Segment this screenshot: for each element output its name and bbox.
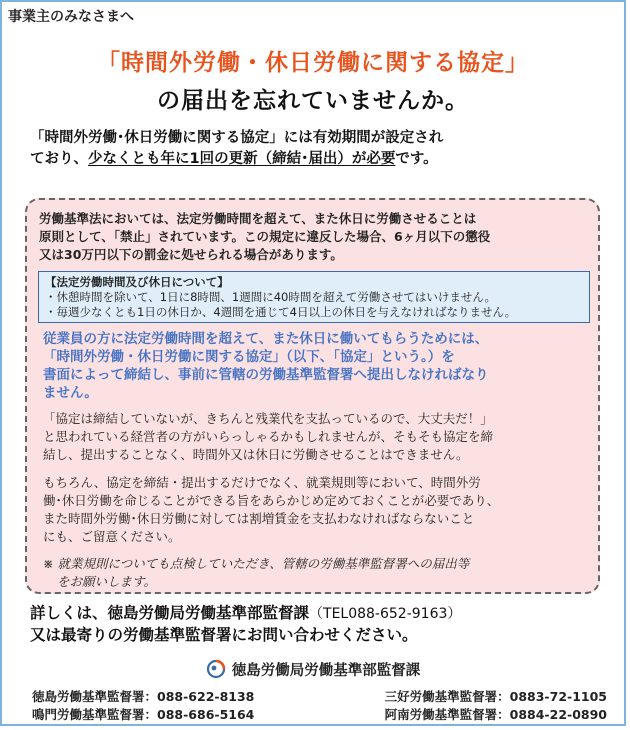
notice-line: にも、ご留意ください。 [43,529,181,544]
office-row [32,706,607,724]
notice-line: ません。 [43,385,98,401]
contact-line-2: 又は最寄りの労働基準監督署にお問い合わせください。 [30,626,418,644]
intro-line-2-start: ており、 [30,151,88,167]
office-phone: ：0883-72-1105 [497,689,607,704]
notice-line: 書面によって締結し、事前に管轄の労働基準監督署へ提出しなければなり [43,367,489,383]
intro-line-2-end: です。 [395,151,438,167]
office-name: 徳島労働基準監督署 [32,689,145,704]
notice-line: 「協定は締結していないが、きちんと残業代を支払っているので、大丈夫だ！」 [43,411,493,426]
notice-line: と思われている経営者の方がいらっしゃるかもしれませんが、そもそも協定を締 [43,429,494,444]
notice-paragraph-agreement [43,330,593,402]
contact-phone: （TEL088-652-9163） [309,606,462,622]
labour-bureau-logo-icon [206,659,226,683]
title-line-1: 「時間外労働・休日労働に関する協定」 [97,50,529,76]
contact-line-1 [30,603,610,625]
notice-line: をお願いします。 [57,574,157,589]
notice-line: 労働基準法においては、法定労働時間を超えて、また休日に労働させることは [39,211,477,226]
notice-line: 働･休日労働を命じることができる旨をあらかじめ定めておくことが必要であり、 [43,493,500,508]
contact-office: 詳しくは、徳島労働局労働基準部監督課 [30,604,310,622]
notice-line: 従業員の方に法定労働時間を超えて、また休日に働いてもらうためには、 [43,331,489,347]
notice-line: もちろん、協定を締結・提出するだけでなく、就業規則等において、時間外労 [43,475,481,490]
office-phone: ：0884-22-0890 [497,707,607,722]
notice-line: ※ 就業規則についても点検していただき、管轄の労働基準監督署への届出等 [43,556,470,571]
rules-box [38,271,590,323]
intro-line-1: 「時間外労働･休日労働に関する協定」には有効期間が設定され [30,130,444,146]
office-entry [385,706,607,724]
contact-info [30,603,610,646]
notice-line: 「時間外労働・休日労働に関する協定」（以下、「協定」という。）を [43,349,455,365]
intro-line-2 [30,149,600,170]
notice-paragraph-overtime-pay [43,410,593,464]
intro-text [30,128,600,170]
notice-paragraph-work-rules [43,474,593,546]
notice-line: 結し、提出することなく、時間外又は休日に労働させることはできません。 [43,447,469,462]
office-entry [32,688,254,706]
office-name: 阿南労働基準監督署 [384,707,498,722]
notice-line: また時間外労働･休日労働に対しては割増賃金を支払わなければならないこと [43,511,475,526]
office-entry [385,688,607,706]
intro-renewal-emphasis: 少なくとも年に1回の更新（締結･届出）が必要 [88,151,396,167]
office-phone: ：088-686-5164 [144,707,255,722]
greeting: 事業主のみなさまへ [8,9,134,25]
office-list [32,688,607,724]
notice-line: 又は30万円以下の罰金に処せられる場合があります。 [39,247,343,262]
notice-box [25,198,600,594]
rules-item: ・毎週少なくとも1日の休日か、4週間を通じて4日以上の休日を与えなければなりません。 [45,305,517,319]
office-phone: ：088-622-8138 [144,689,255,704]
office-row [32,688,607,706]
notice-note [43,555,593,591]
office-name: 鳴門労働基準監督署 [32,707,145,722]
notice-line: 原則として、「禁止」されています。この規定に違反した場合、6ヶ月以下の懲役 [39,229,491,244]
office-entry [32,706,254,724]
organization-name: 徳島労働局労働基準部監督課 [231,663,421,679]
organization [2,659,624,683]
office-name: 三好労働基準監督署 [384,689,498,704]
title-line-2: の届出を忘れていませんか。 [157,88,469,114]
notice-paragraph-law [39,210,591,264]
rules-heading: 【法定労働時間及び休日について】 [45,275,229,289]
rules-item: ・休憩時間を除いて、1日に8時間、1週間に40時間を超えて労働させてはいけません。 [45,290,497,304]
